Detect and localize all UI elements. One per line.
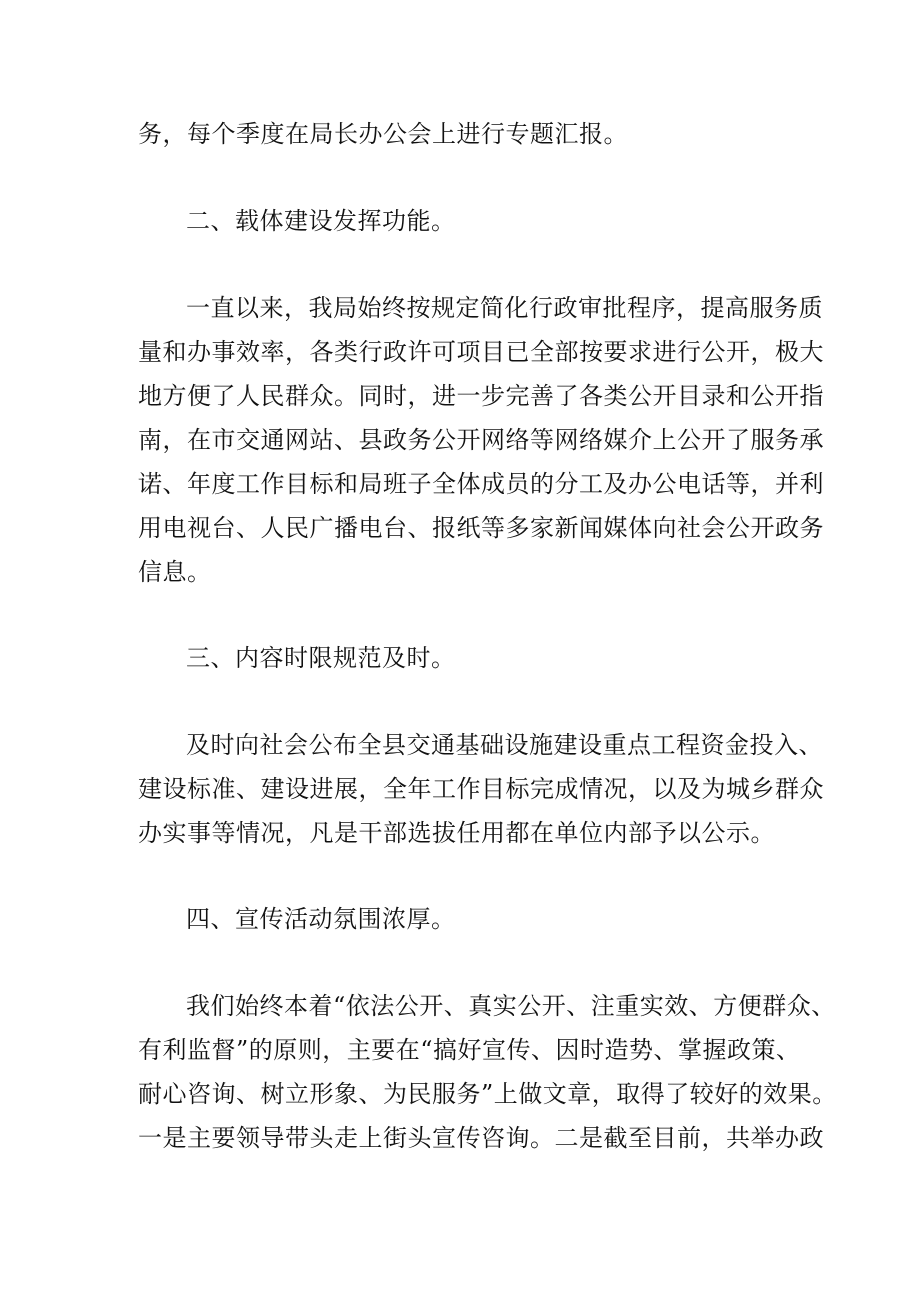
paragraph-line: 有利监督”的原则，主要在“搞好宣传、因时造势、掌握政策、: [138, 1036, 801, 1064]
paragraph-line: 建设标准、建设进展，全年工作目标完成情况，以及为城乡群众: [138, 775, 824, 803]
paragraph-line: 耐心咨询、树立形象、为民服务”上做文章，取得了较好的效果。: [138, 1080, 837, 1108]
paragraph-line: 量和办事效率，各类行政许可项目已全部按要求进行公开，极大: [138, 338, 824, 366]
paragraph-line: 地方便了人民群众。同时，进一步完善了各类公开目录和公开指: [138, 382, 824, 410]
section-heading: 四、宣传活动氛围浓厚。: [186, 905, 456, 933]
paragraph-line: 我们始终本着“依法公开、真实公开、注重实效、方便群众、: [186, 992, 836, 1020]
section-heading: 二、载体建设发挥功能。: [186, 207, 456, 235]
paragraph-line: 办实事等情况，凡是干部选拔任用都在单位内部予以公示。: [138, 819, 775, 847]
paragraph-line: 务，每个季度在局长办公会上进行专题汇报。: [138, 120, 628, 148]
paragraph-line: 用电视台、人民广播电台、报纸等多家新闻媒体向社会公开政务: [138, 514, 824, 542]
paragraph-line: 信息。: [138, 558, 212, 586]
paragraph-line: 一直以来，我局始终按规定简化行政审批程序，提高服务质: [186, 294, 823, 322]
paragraph-line: 及时向社会公布全县交通基础设施建设重点工程资金投入、: [186, 731, 823, 759]
paragraph-line: 一是主要领导带头走上街头宣传咨询。二是截至目前，共举办政: [138, 1124, 824, 1152]
paragraph-line: 诺、年度工作目标和局班子全体成员的分工及办公电话等，并利: [138, 470, 824, 498]
paragraph-line: 南，在市交通网站、县政务公开网络等网络媒介上公开了服务承: [138, 426, 824, 454]
section-heading: 三、内容时限规范及时。: [186, 644, 456, 672]
